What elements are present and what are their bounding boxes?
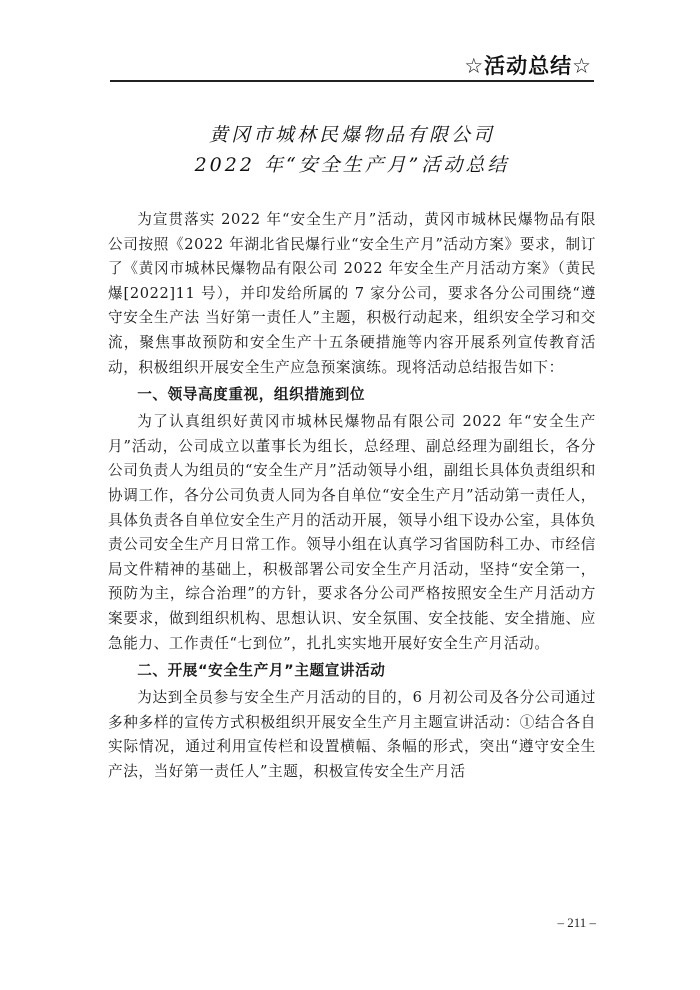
page-number: – 211 – xyxy=(557,915,596,930)
section-heading-1: 一、领导高度重视，组织措施到位 xyxy=(137,386,366,404)
section-heading-2: 二、开展“安全生产月”主题宣讲活动 xyxy=(137,662,386,680)
section1-paragraph: 为了认真组织好黄冈市城林民爆物品有限公司 2022 年“安全生产月”活动，公司成立以董事长为组长，总经理、副总经理为副组长，各分公司负责人为组员的“安全生产月”活动领导小组，副组长具体负责组织和协调工作，各分公司负责人同为各自单位“安全生产月”活动第一责任人，具体负责各自单位安全生产月的活动开展，领导小组下设办公室，具体负责公司安全生产月日常工作。领导小组在认真学习省国防科工办、市经信局文件精神的基础上，积极部署公司安全生产月活动，坚持“安全第一，预防为主，综合治理”的方针，要求各分公司严格按照安全生产月活动方案要求，做到组织机构、思想认识、安全氛围、安全技能、安全措施、应急能力、工作责任“七到位”，扎扎实实地开展好安全生产月活动。 xyxy=(108,413,596,652)
section-tag: ☆活动总结☆ xyxy=(464,54,592,78)
document-title-subject: 2022 年“安全生产月”活动总结 xyxy=(194,154,510,176)
document-title-company: 黄冈市城林民爆物品有限公司 xyxy=(208,124,495,146)
document-body xyxy=(108,208,596,784)
section2-paragraph: 为达到全员参与安全生产月活动的目的，6 月初公司及各分公司通过多种多样的宣传方式积极组织开展安全生产月主题宣讲活动：①结合各自实际情况，通过利用宣传栏和设置横幅、条幅的形式，突出“遵守安全生产法，当好第一责任人”主题，积极宣传安全生产月活 xyxy=(108,689,596,780)
intro-paragraph: 为宣贯落实 2022 年“安全生产月”活动，黄冈市城林民爆物品有限公司按照《2022 年湖北省民爆行业“安全生产月”活动方案》要求，制订了《黄冈市城林民爆物品有限公司 2022 年安全生产月活动方案》（黄民爆[2022]11 号），并印发给所属的 7 家分公司，要求各分公司围绕“遵守安全生产法 当好第一责任人”主题，积极行动起来，组织安全学习和交流，聚焦事故预防和安全生产十五条硬措施等内容开展系列宣传教育活动，积极组织开展安全生产应急预案演练。现将活动总结报告如下： xyxy=(108,211,596,376)
header-divider xyxy=(110,80,594,82)
